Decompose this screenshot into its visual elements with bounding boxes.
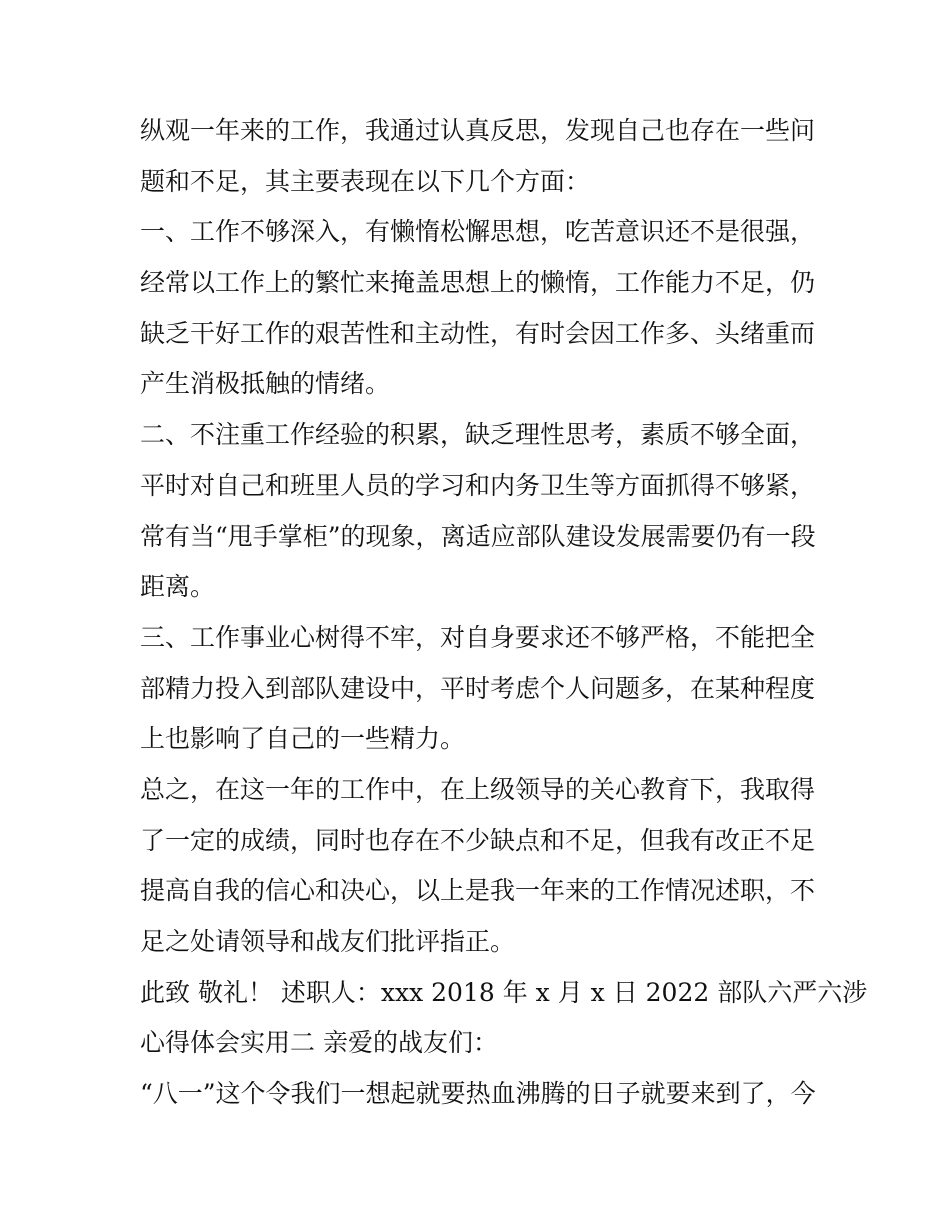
text-line: 三、工作事业心树得不牢，对自身要求还不够严格，不能把全 [140, 622, 816, 652]
text-line: 此致 敬礼！ 述职人：xxx 2018 年 x 月 x 日 2022 部队六严六涉 [140, 977, 868, 1007]
text-line: 足之处请领导和战友们批评指正。 [140, 927, 516, 956]
text-line: 平时对自己和班里人员的学习和内务卫生等方面抓得不够紧， [140, 470, 816, 500]
text-line: 产生消极抵触的情绪。 [140, 369, 391, 399]
text-line: 了一定的成绩，同时也存在不少缺点和不足，但我有改正不足 [140, 825, 816, 855]
text-line: 距离。 [140, 572, 216, 602]
text-line: 经常以工作上的繁忙来掩盖思想上的懒惰，工作能力不足，仍 [140, 268, 816, 298]
text-line: 心得体会实用二 亲爱的战友们： [140, 1028, 498, 1058]
text-line: 部精力投入到部队建设中，平时考虑个人问题多，在某种程度 [140, 673, 816, 703]
text-line: 总之，在这一年的工作中，在上级领导的关心教育下，我取得 [140, 774, 816, 804]
document-body [140, 106, 868, 1120]
text-line: 上也影响了自己的一些精力。 [140, 724, 466, 754]
text-line: 题和不足，其主要表现在以下几个方面： [140, 166, 591, 196]
text-line: 缺乏干好工作的艰苦性和主动性，有时会因工作多、头绪重而 [140, 318, 816, 348]
text-line: 纵观一年来的工作，我通过认真反思，发现自己也存在一些问 [140, 116, 816, 145]
text-line: 常有当“甩手掌柜”的现象，离适应部队建设发展需要仍有一段 [140, 521, 816, 551]
text-line: 二、不注重工作经验的积累，缺乏理性思考，素质不够全面， [140, 420, 816, 450]
text-line: 一、工作不够深入，有懒惰松懈思想，吃苦意识还不是很强， [140, 217, 816, 247]
text-line: “八一”这个令我们一想起就要热血沸腾的日子就要来到了，今 [140, 1079, 816, 1109]
text-line: 提高自我的信心和决心，以上是我一年来的工作情况述职，不 [140, 876, 816, 906]
